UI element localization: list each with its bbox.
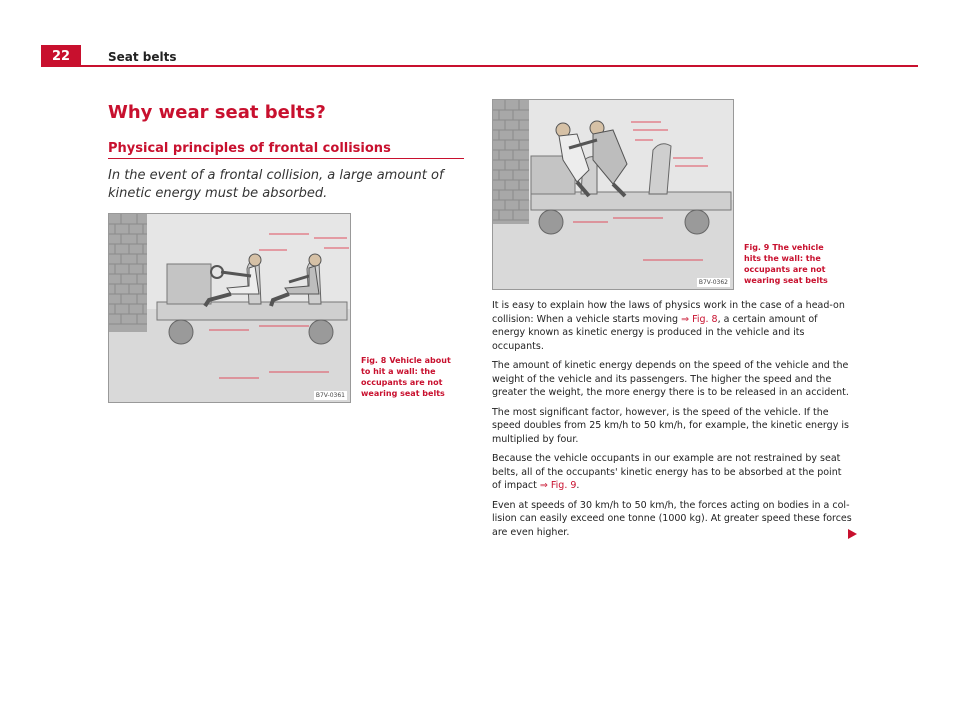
figure-9-drawing	[493, 100, 733, 289]
fig-9-reference-link[interactable]: ⇒ Fig. 9	[539, 480, 577, 491]
lead-paragraph: In the event of a frontal collision, a large amount of kinetic energy must be absorbed.	[108, 168, 444, 201]
continue-arrow-icon	[848, 529, 857, 539]
figure-9-label: Fig. 9	[744, 243, 770, 252]
figure-8-code: B7V-0361	[315, 392, 345, 399]
figure-8-caption-text: Vehicle about to hit a wall: the occupants are not wearing seat belts	[361, 356, 451, 398]
paragraph-3: The most significant factor, however, is the speed of the vehicle. If the speed doubles from 25 km/h to 50 km/h, for example, the kinetic energy is multiplied by four.	[492, 406, 849, 445]
paragraph-4	[492, 452, 852, 493]
paragraph-1	[492, 299, 852, 353]
figure-8-label: Fig. 8	[361, 356, 387, 365]
figure-8-drawing	[109, 214, 350, 402]
page-number: 22	[41, 45, 81, 67]
paragraph-4-text-end: .	[576, 480, 580, 491]
figure-8-caption	[361, 355, 461, 399]
body-text	[492, 299, 852, 545]
brick-wall	[109, 214, 147, 332]
fig-8-reference-link[interactable]: ⇒ Fig. 8	[681, 313, 718, 325]
figure-9-code: B7V-0362	[698, 279, 728, 286]
figure-9-caption	[744, 242, 842, 286]
figure-9-illustration	[492, 99, 734, 290]
paragraph-1-text-end: , a certain amount of energy known as kinetic energy is produced in the vehicle and its occupants.	[492, 313, 818, 352]
section-heading: Why wear seat belts?	[108, 102, 326, 123]
section-subheading: Physical principles of frontal collisions	[108, 141, 391, 156]
chapter-title: Seat belts	[108, 50, 177, 64]
figure-9-caption-text: The vehicle hits the wall: the occupants are not wearing seat belts	[744, 243, 828, 285]
paragraph-1-text: It is easy to explain how the laws of physics work in the case of a head-on collision: When a vehicle starts moving	[492, 300, 845, 325]
subheading-rule	[108, 158, 464, 159]
paragraph-4-text: Because the vehicle occupants in our example are not restrained by seat belts, all of the occupants' kinetic energy has to be absorbed at the point of impact	[492, 453, 842, 491]
brick-wall	[493, 100, 529, 224]
figure-8-illustration	[108, 213, 351, 403]
paragraph-2: The amount of kinetic energy depends on the speed of the vehicle and the weight of the vehicle and its passengers. The higher the speed and the greater the weight, the more energy there is to be released in an accident.	[492, 360, 849, 398]
header-rule	[81, 65, 918, 67]
paragraph-5: Even at speeds of 30 km/h to 50 km/h, the forces acting on bodies in a col-lision can easily exceed one tonne (1000 kg). At greater speed these forces are even higher.	[492, 499, 852, 538]
